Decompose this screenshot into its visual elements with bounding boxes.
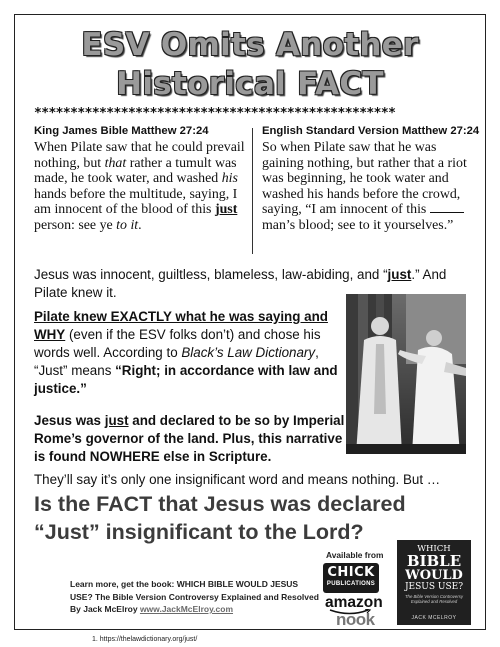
nook-logo[interactable]: nook [336,610,375,629]
footnote: 1. https://thelawdictionary.org/just/ [92,636,198,643]
pilate-washing-hands-painting [346,294,466,454]
paragraph-insignificant: They’ll say it’s only one insignificant word and means nothing. But … [34,472,441,487]
star-divider: ************************************************** [34,107,396,121]
kjv-heading: King James Bible Matthew 27:24 [34,125,209,137]
column-divider [252,128,253,254]
amazon-logo[interactable]: amazon [325,594,383,611]
paragraph-innocent: Jesus was innocent, guiltless, blameless, law-abiding, and “just.” And Pilate knew it. [34,267,447,300]
chick-publications-logo[interactable]: CHICK PUBLICATIONS [323,563,379,593]
available-from-label: Available from [326,550,384,560]
kjv-verse: When Pilate saw that he could prevail nothing, but that rather a tumult was made, he took water, and washed his hands before the multitude, saying, I am innocent of the blood of this just person: see ye to it. [34,140,245,233]
paragraph-declared-just: Jesus was just and declared to be so by Imperial Rome’s governor of the land. Plus, this narrative is found NOWHERE else in Scripture. [34,413,345,464]
book-cover[interactable]: WHICH BIBLE WOULD JESUS USE? The Bible Version Controversy Explained and Resolved JACK MCELROY [397,540,471,625]
closing-question: Is the FACT that Jesus was declared “Just” insignificant to the Lord? [34,492,406,544]
paragraph-pilate-knew: Pilate knew EXACTLY what he was saying and WHY (even if the ESV folks don’t) and chose his words well. According to Black’s Law Dictionary, “Just” means “Right; in accordance with law and justice.” [34,309,338,396]
title-line-1: ESV Omits Another [81,27,419,63]
esv-heading: English Standard Version Matthew 27:24 [262,125,480,137]
page-title [0,26,500,104]
learn-more-text: Learn more, get the book: WHICH BIBLE WOULD JESUS USE? The Bible Version Controversy Explained and Resolved By Jack McElroy www.JackMcElroy.com [70,579,319,615]
esv-verse: So when Pilate saw that he was gaining nothing, but rather that a riot was beginning, he took water and washed his hands before the crowd, saying, “I am innocent of this man’s blood; see to it yourselves.” [262,140,467,233]
title-line-2: Historical FACT [116,66,384,102]
website-link[interactable]: www.JackMcElroy.com [139,604,234,615]
omitted-word-blank [430,203,464,213]
kjv-just-word: just [214,202,238,218]
kjv-column [34,124,246,234]
esv-column [262,124,480,234]
